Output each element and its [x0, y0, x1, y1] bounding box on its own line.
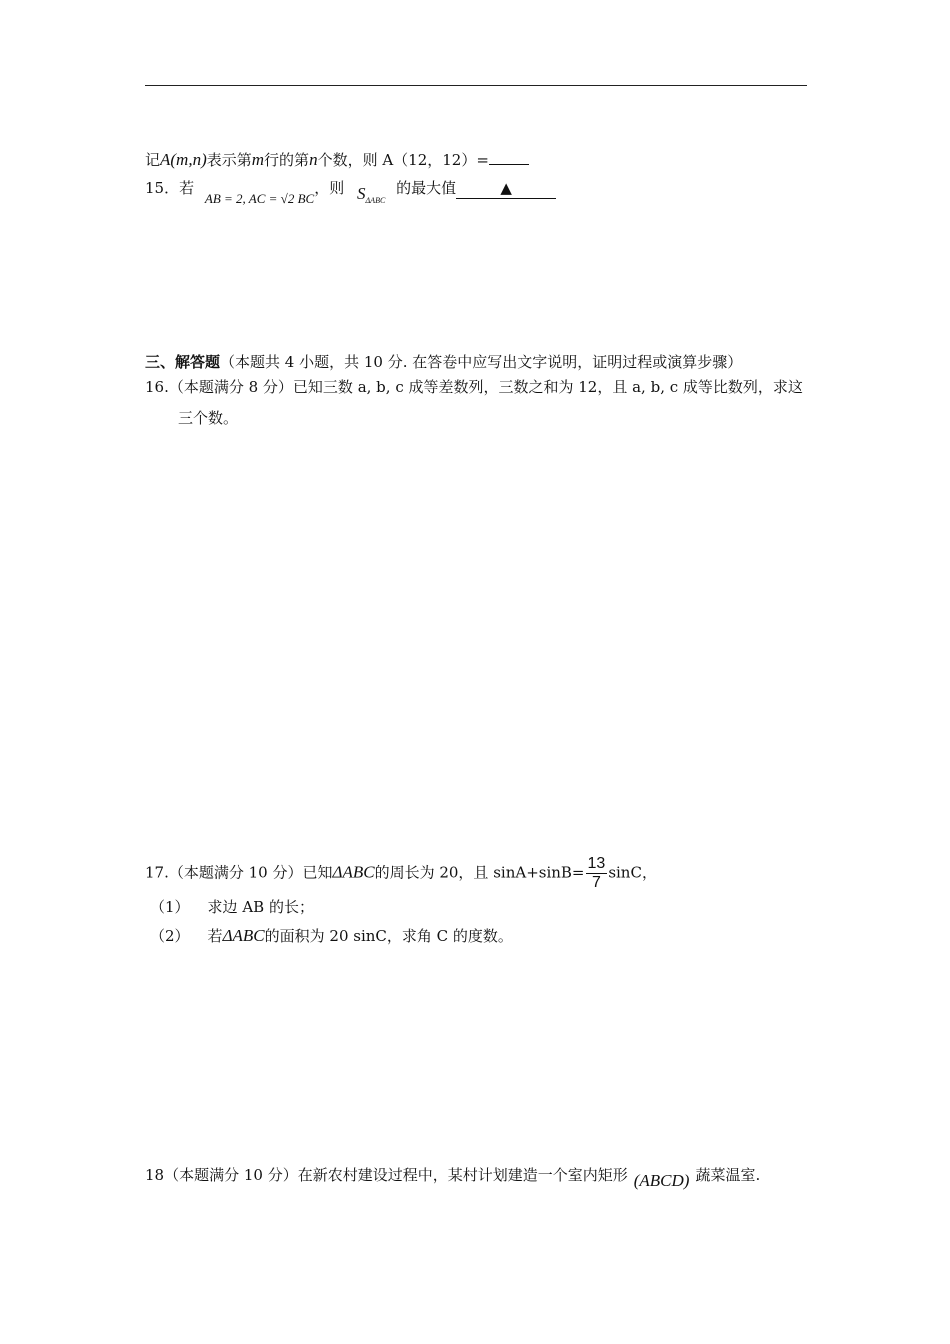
q15-marker: ▲	[500, 179, 512, 197]
q17-frac-num: 13	[587, 855, 606, 872]
q17-fraction	[586, 855, 608, 892]
question-17-part1	[150, 897, 314, 917]
section-3-title: 三、解答题	[145, 353, 221, 371]
q14-text2: 行的第	[264, 151, 310, 169]
q14-m: m	[251, 150, 265, 169]
question-17-part2	[150, 926, 513, 946]
q17-triangle: ΔABC	[332, 862, 375, 882]
header-rule	[145, 85, 807, 86]
question-18	[145, 1165, 761, 1190]
q14-answer-blank	[489, 164, 529, 165]
q17-frac-den: 7	[591, 874, 601, 891]
q15-S: S	[356, 184, 366, 203]
q17-part2-pre: 若	[207, 927, 223, 945]
q15-S-sub: ΔABC	[365, 196, 386, 205]
q15-text: 的最大值	[396, 179, 457, 197]
q17-part1-label: （1）	[150, 898, 190, 916]
section-3-note: （本题共 4 小题，共 10 分. 在答卷中应写出文字说明，证明过程或演算步骤）	[220, 353, 743, 371]
q14-text3: 个数，则 A（12，12）=	[317, 151, 489, 169]
q14-n: n	[309, 150, 318, 169]
q17-mid: 的周长为 20，且 sinA+sinB=	[374, 863, 585, 882]
q14-A-mn: A(m,n)	[160, 150, 207, 169]
q17-part2-triangle: ΔABC	[222, 926, 265, 945]
q15-condition: AB = 2, AC = √2 BC	[204, 191, 315, 206]
q17-part2-text: 的面积为 20 sinC，求角 C 的度数。	[264, 927, 513, 945]
question-15	[145, 178, 556, 206]
q15-number: 15．若	[145, 179, 195, 197]
q17-part2-label: （2）	[150, 927, 190, 945]
q18-lead: 18（本题满分 10 分）在新农村建设过程中，某村计划建造一个室内矩形	[145, 1166, 628, 1184]
q17-lead: 17.（本题满分 10 分）已知	[145, 863, 333, 882]
q15-comma: ，则	[314, 179, 345, 197]
question-17	[145, 855, 657, 892]
question-14-tail	[145, 150, 529, 170]
q14-text1: 表示第	[206, 151, 252, 169]
question-16-line2: 三个数。	[178, 409, 239, 427]
q18-tail: 蔬菜温室.	[695, 1166, 761, 1184]
q18-shape: (ABCD)	[633, 1171, 690, 1190]
question-16-line1: 16.（本题满分 8 分）已知三数 a, b, c 成等差数列，三数之和为 12，且 a, b, c 成等比数列，求这	[145, 378, 803, 396]
section-3-heading	[145, 352, 742, 372]
q14-prefix: 记	[145, 151, 161, 169]
q17-tail: sinC，	[608, 863, 657, 882]
q17-part1-text: 求边 AB 的长；	[207, 898, 314, 916]
